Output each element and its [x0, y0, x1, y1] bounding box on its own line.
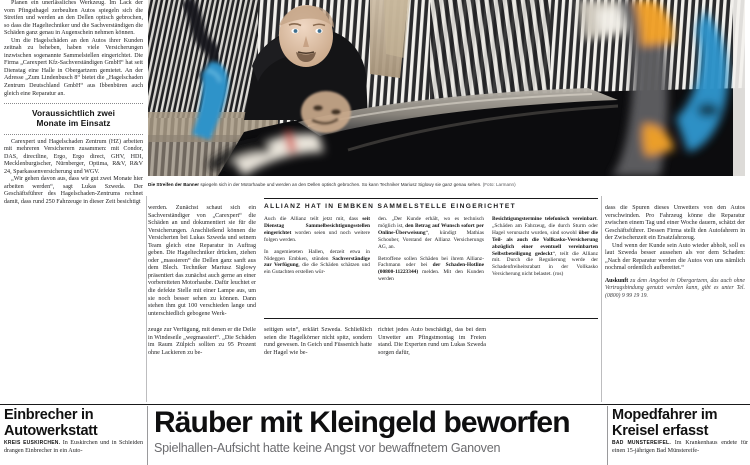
- emphasis-text: Besichtigungstermine telefonisch vereinbart: [492, 216, 597, 222]
- continuation-column-2: [264, 327, 372, 405]
- hail-damage-photo: [148, 0, 745, 176]
- divider-dotted-top: [4, 103, 143, 104]
- bottom-divider-1: [147, 406, 148, 465]
- divider-dotted-bottom: [4, 134, 143, 135]
- info-note: [605, 278, 745, 300]
- paragraph: [612, 440, 748, 455]
- bottom-right-body: [612, 440, 748, 465]
- right-column: [605, 205, 745, 405]
- emphasis-text: den Betrag auf Wunsch sofort per Online-Überweisung: [378, 222, 484, 236]
- paragraph: [4, 440, 143, 455]
- body-text: melden. Mit den Kunden werden: [378, 269, 484, 283]
- subhead-line-2: Monate im Einsatz: [36, 118, 111, 129]
- bottom-right-headline-line-1: Mopedfahrer im: [612, 407, 718, 423]
- allianz-box-headline: ALLIANZ HAT IN EMBKEN SAMMELSTELLE EINGERICHTET: [264, 203, 516, 210]
- body-text: Betroffene sollen Schäden bei ihrem Allianz-Fachmann oder bei: [378, 255, 484, 269]
- allianz-col-3-text: [492, 216, 598, 278]
- paragraph: [378, 216, 484, 251]
- allianz-col-1: [264, 216, 370, 288]
- allianz-col-2-text: [378, 216, 484, 283]
- bottom-left-text: [4, 440, 143, 455]
- paragraph: werden. Zunächst schaut sich ein Sachverständiger von „Carexpert“ die Schäden an und dokumentiert sie für die Versicherungen. Anschließend können die Versicherten bei Lukas Szweda und seinem Team gleich eine Reparatur in Auftrag geben. Die Hageltechniker drücken, ziehen oder „massieren“ die Dellen ganz sanft aus dem Blech. Techniker Mariusz Siglowy präsentiert das zunächst auch gerne an einer vorbereiteten Motorhaube. Dafür leuchtet er die defekte Stelle mit einer Lampe aus, um sie noch besser sehen zu können. Dann stehen ihm gut 100 verschieden lange und unterschiedlich gebogene Werk-: [148, 205, 256, 317]
- body-text: In angemieteten Hallen, derzeit etwa in Nideggen Embken, stünden: [264, 248, 370, 262]
- allianz-col-2: [378, 216, 484, 288]
- paragraph: [378, 256, 484, 284]
- column-divider-1: [146, 196, 147, 402]
- bottom-right-dateline: BAD MÜNSTEREIFEL.: [612, 440, 671, 446]
- caption-lead: Die Streifen der Banner: [148, 182, 200, 187]
- continuation-text-2: [264, 327, 372, 357]
- bottom-left-headline[interactable]: [4, 408, 144, 439]
- paragraph: Um die Hagelschäden an den Autos ihrer Kunden zeitnah zu beheben, haben viele Versicherungen inzwischen sogenannte Sammelstellen eingerichtet. Die Firma „Carexpert Kfz-Sachverständigen GmbH“ hat seit Dienstag eine Halle in Obergartzem gemietet. An der Adresse „Zum Lindenbusch 8“ bietet die „Hagelschaden Zentrum Deutschland GmbH“ aus Ibbenbüren auch gleich eine Reparatur an.: [4, 37, 143, 97]
- paragraph: zeuge zur Verfügung, mit denen er die Delle in Windeseile „wegmassiert“. „Die Schäden im Raum Zülpich sollten zu 95 Prozent ohne Lackieren zu be-: [148, 327, 256, 356]
- emphasis-text: über die Teil- als auch die Vollkasko-Versicherung abzüglich einer eventuell vereinbarten Selbstbeteiligung gedeckt: [492, 229, 598, 257]
- body-text: “, teilt die Allianz mit. Durch die Regulierung werde der Schadenfreiheitsrabatt in der Vollkasko Versicherung nicht belastet. (ros): [492, 250, 598, 278]
- body-text: , die die Schäden schätzen und ein Gutachten erstellen wür-: [264, 262, 370, 276]
- emphasis-text: seit Dienstag Sammelbesichtigungsstellen eingerichtet: [264, 216, 370, 236]
- caption-body: spiegeln sich in der Motorhaube und werden an den Dellen optisch gebrochen. So kann Techniker Mariusz Siglowy sie ganz genau sehen.: [199, 182, 482, 187]
- left-column-text-after-box: [4, 139, 143, 207]
- info-text: zu dem Angebot in Obergartzem, das auch ohne Vertragsbindung genutzt werden kann, gibt es unter Tel. (0800) 9 99 19 19.: [605, 277, 745, 299]
- caption-credit: (Foto: Larmann): [481, 182, 516, 187]
- bottom-right-headline[interactable]: [612, 408, 748, 439]
- body-text: worden seien und noch weitere folgen werden.: [264, 229, 370, 243]
- paragraph: [492, 216, 598, 278]
- bottom-right-headline-line-2: Kreisel erfasst: [612, 422, 709, 439]
- section-divider: [0, 404, 750, 405]
- paragraph: [264, 249, 370, 277]
- paragraph: richtet jedes Auto beschädigt, das bei dem Unwetter am Pfingstmontag im Freien stand. Die Experten rund um Lukas Szweda sorgen dafür,: [378, 327, 486, 356]
- bottom-center-headline[interactable]: Räuber mit Kleingeld beworfen: [154, 406, 570, 439]
- continuation-text-3: [378, 327, 486, 357]
- subhead-box: [4, 108, 143, 128]
- body-text: Auch die Allianz teilt jetzt mit, dass: [264, 216, 363, 222]
- photo-illustration: [148, 0, 745, 176]
- allianz-col-1-text: [264, 216, 370, 276]
- left-column-text: [4, 0, 143, 98]
- paragraph: [264, 216, 370, 244]
- middle-column-1-text: [148, 205, 256, 318]
- continuation-text-1: [148, 327, 256, 357]
- paragraph: „Wir gehen davon aus, dass wir gut zwei Monate hier arbeiten werden“, sagt Lukas Szweda. Der Geschäftsführer des Hagelschaden-Zentrums rechnet damit, dass rund 250 Fahrzeuge in dieser Zeit besichtigt: [4, 176, 143, 205]
- bottom-right-text: [612, 440, 748, 455]
- paragraph: seitigen sein“, erklärt Szweda. Schließlich seien die Hagelkörner nicht spitz, sondern rund gewesen. In Geich und Füssenich hatte der Hagel wie be-: [264, 327, 372, 356]
- allianz-box-columns: [264, 216, 598, 288]
- paragraph: Planen ein unerlässliches Werkzeug. Im Lack der vom Pfingsthagel zerbeulten Autos spiegeln sich die Streifen und werden an den Dellen optisch gebrochen, so dass die Hageltechniker und die Sachverständigen die Schäden ganz genau in Augenschein nehmen können.: [4, 0, 143, 37]
- left-column: [4, 0, 143, 400]
- bottom-right-lead: Im Krankenhaus endete für einen 15-jährigen Bad Münstereife-: [612, 440, 748, 454]
- bottom-left-body: [4, 440, 143, 465]
- body-text: “, kündigt Mathias Schouber, Vorstand der Allianz Versicherungs AG, an.: [378, 229, 484, 250]
- emphasis-text: der Schaden-Hotline (00800-11223344): [378, 262, 484, 276]
- continuation-column-4: [492, 327, 598, 405]
- right-column-text: [605, 205, 745, 273]
- bottom-left-dateline: KREIS EUSKIRCHEN.: [4, 440, 61, 446]
- bottom-left-headline-line-2: Autowerkstatt: [4, 422, 98, 439]
- bottom-divider-2: [607, 406, 608, 465]
- bottom-center-subheadline: Spielhallen-Aufsicht hatte keine Angst vor bewaffnetem Ganoven: [154, 441, 501, 455]
- paragraph: Und wenn der Kunde sein Auto wieder abholt, soll es laut Szweda besser aussehen als vor dem Schaden: „Nach der Reparatur werden die Autos von uns nämlich nochmal ordentlich aufbereitet.“: [605, 242, 745, 272]
- bottom-left-headline-line-1: Einbrecher in: [4, 407, 94, 423]
- continuation-column-3: [378, 327, 486, 405]
- info-label: Auskunft: [605, 277, 629, 284]
- allianz-col-3: [492, 216, 598, 288]
- paragraph: dass die Spuren dieses Unwetters von den Autos verschwinden. Pro Fahrzeug könne die Reparatur zwischen einem Tag und einer Woche dauern, schätzt der Geschäftsführer. Dessen Firma stellt den Autofahrern in der Zwischenzeit ein Ersatzfahrzeug.: [605, 205, 745, 242]
- photo-caption: [148, 182, 746, 188]
- box-rule-bottom: [264, 318, 598, 319]
- allianz-info-box: [264, 198, 598, 314]
- paragraph: Carexpert und Hagelschaden Zentrum (HZ) arbeiten mit mehreren Versicherern zusammen: mit Condor, DAS, directline, Ergo, Ergo direct, GHV, HDI, Mecklenburgischer, Nürnberger, Optima, R&V, R&V 24, Sparkassenversicherung und WGV.: [4, 138, 143, 175]
- box-rule-top: [264, 198, 598, 199]
- continuation-column-1: [148, 327, 256, 405]
- emphasis-text: Sachverständige zur Verfügung: [264, 255, 370, 269]
- column-divider-2: [601, 196, 602, 402]
- body-text: den. „Der Kunde erhält, wo es technisch möglich ist,: [378, 216, 484, 229]
- subhead-line-1: Voraussichtlich zwei: [32, 108, 115, 119]
- body-text: . „Schäden am Fahrzeug, die durch Sturm oder Hagel verursacht wurden, sind sowohl: [492, 216, 598, 236]
- bottom-left-lead: In Euskirchen und in Schleiden drangen Einbrecher in ein Auto-: [4, 440, 143, 454]
